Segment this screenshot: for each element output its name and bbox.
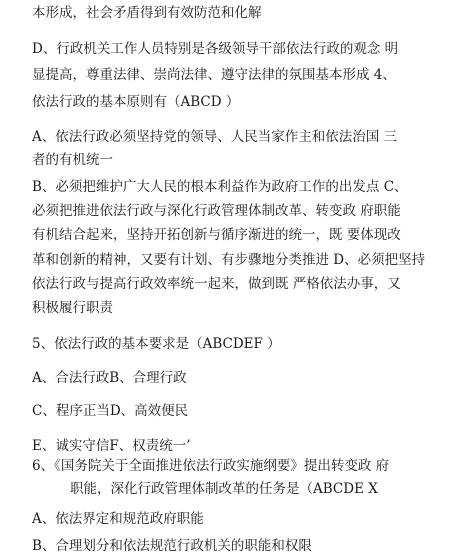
text-line-18: 职能，深化行政管理体制改革的任务是（ABCDE X bbox=[70, 481, 378, 497]
text-line-8: 必须把推进依法行政与深化行政管理体制改革、转变政 府职能 bbox=[32, 203, 401, 219]
text-line-14: A、合法行政B、合理行政 bbox=[32, 370, 187, 386]
text-line-13: 5、依法行政的基本要求是（ABCDEF ） bbox=[32, 336, 281, 352]
text-line-17: 6、《国务院关于全面推进依法行政实施纲要》提出转变政 府 bbox=[32, 458, 390, 474]
text-line-3: 显提高，尊重法律、崇尚法律、遵守法律的氛围基本形成 4、 bbox=[32, 67, 396, 83]
text-line-1: 本形成，社会矛盾得到有效防范和化解 bbox=[32, 5, 262, 21]
text-line-5: A、依法行政必须坚持党的领导、人民当家作主和依法治国 三 bbox=[32, 129, 398, 145]
text-line-2: D、行政机关工作人员特别是各级领导干部依法行政的观念 明 bbox=[32, 41, 399, 57]
text-line-12: 积极履行职责 bbox=[32, 300, 113, 316]
text-line-6: 者的有机统一 bbox=[32, 152, 113, 168]
text-line-15: C、程序正当D、高效便民 bbox=[32, 403, 189, 419]
text-line-4: 依法行政的基本原则有（ABCD ） bbox=[32, 94, 240, 110]
text-line-9: 有机结合起来，坚持开拓创新与循序渐进的统一，既 要体现改 bbox=[32, 227, 401, 243]
text-line-16: E、诚实守信F、权责统一’ bbox=[32, 438, 191, 454]
text-line-11: 依法行政与提高行政效率统一起来，做到既 严格依法办事，又 bbox=[32, 276, 401, 292]
text-line-19: A、依法界定和规范政府职能 bbox=[32, 511, 204, 527]
text-line-20: B、合理划分和依法规范行政机关的职能和权限 bbox=[32, 538, 312, 554]
text-line-7: B、必须把维护广大人民的根本利益作为政府工作的出发点 C、 bbox=[32, 179, 408, 195]
text-line-10: 革和创新的精神，又要有计划、有步骤地分类推进 D、必须把坚持 bbox=[32, 252, 426, 268]
